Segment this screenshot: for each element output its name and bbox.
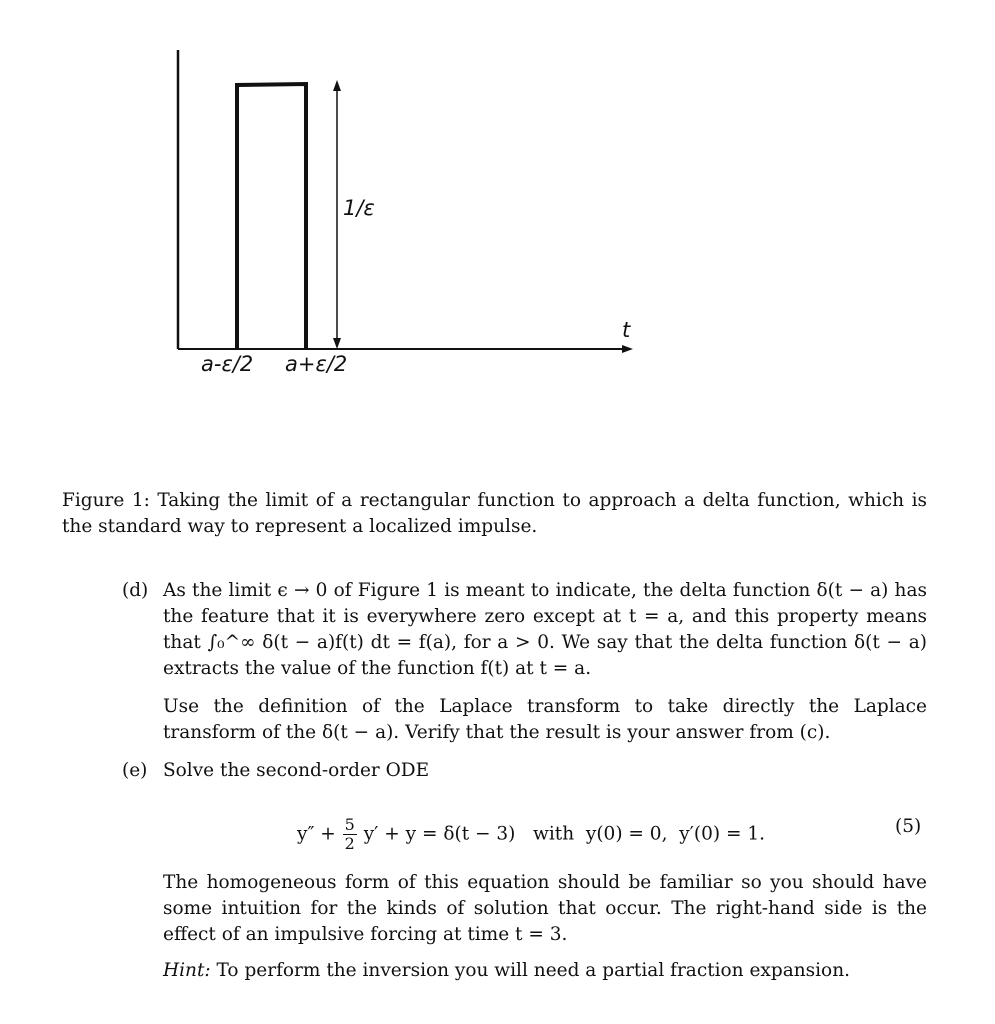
fraction-denominator: 2 [344, 834, 355, 853]
equation-right: y′ + y = δ(t − 3) with y(0) = 0, y′(0) = 1. [363, 823, 765, 845]
hint [163, 958, 927, 984]
part-e [122, 758, 927, 784]
figure-1 [0, 0, 995, 420]
right-edge-label: a+ε/2 [285, 352, 348, 376]
equation-5 [0, 800, 995, 860]
figure-caption: Figure 1: Taking the limit of a rectangular function to approach a delta function, which is the standard way to represent a localized impulse. [62, 490, 927, 537]
equation-left: y″ + [297, 823, 336, 845]
x-axis-arrowhead [622, 345, 633, 353]
part-d-label: (d) [122, 580, 149, 601]
height-arrow-bottom-head [333, 338, 341, 349]
rectangular-pulse [237, 84, 306, 349]
left-edge-label: a-ε/2 [201, 352, 254, 376]
height-arrow-top-head [333, 80, 341, 91]
equation-number: (5) [895, 816, 922, 837]
fraction-numerator: 5 [344, 815, 355, 834]
hint-text: To perform the inversion you will need a partial fraction expansion. [210, 960, 850, 981]
part-d [122, 578, 927, 682]
hint-label: Hint: [163, 960, 211, 981]
equation-body [297, 816, 765, 853]
part-d-task: Use the definition of the Laplace transform to take directly the Laplace transform of the δ(t − a). Verify that the result is your answer from (c). [163, 696, 927, 743]
equation-fraction [343, 816, 357, 853]
height-label: 1/ε [343, 196, 375, 220]
rectangle-function-plot [0, 0, 995, 420]
part-d-text: As the limit ϵ → 0 of Figure 1 is meant to indicate, the delta function δ(t − a) has the feature that it is everywhere zero except at t = a, and this property means that ∫₀^∞ δ(t − a)f(t) dt = f(a), for a > 0. We say that the delta function δ(t − a) extracts the value of the function f(t) at t = a. [163, 580, 927, 679]
part-e-discussion: The homogeneous form of this equation should be familiar so you should have some intuition for the kinds of solution that occur. The right-hand side is the effect of an impulsive forcing at time t = 3. [163, 872, 927, 945]
t-axis-label: t [622, 318, 631, 342]
part-e-text: Solve the second-order ODE [163, 760, 430, 781]
part-e-label: (e) [122, 760, 148, 781]
